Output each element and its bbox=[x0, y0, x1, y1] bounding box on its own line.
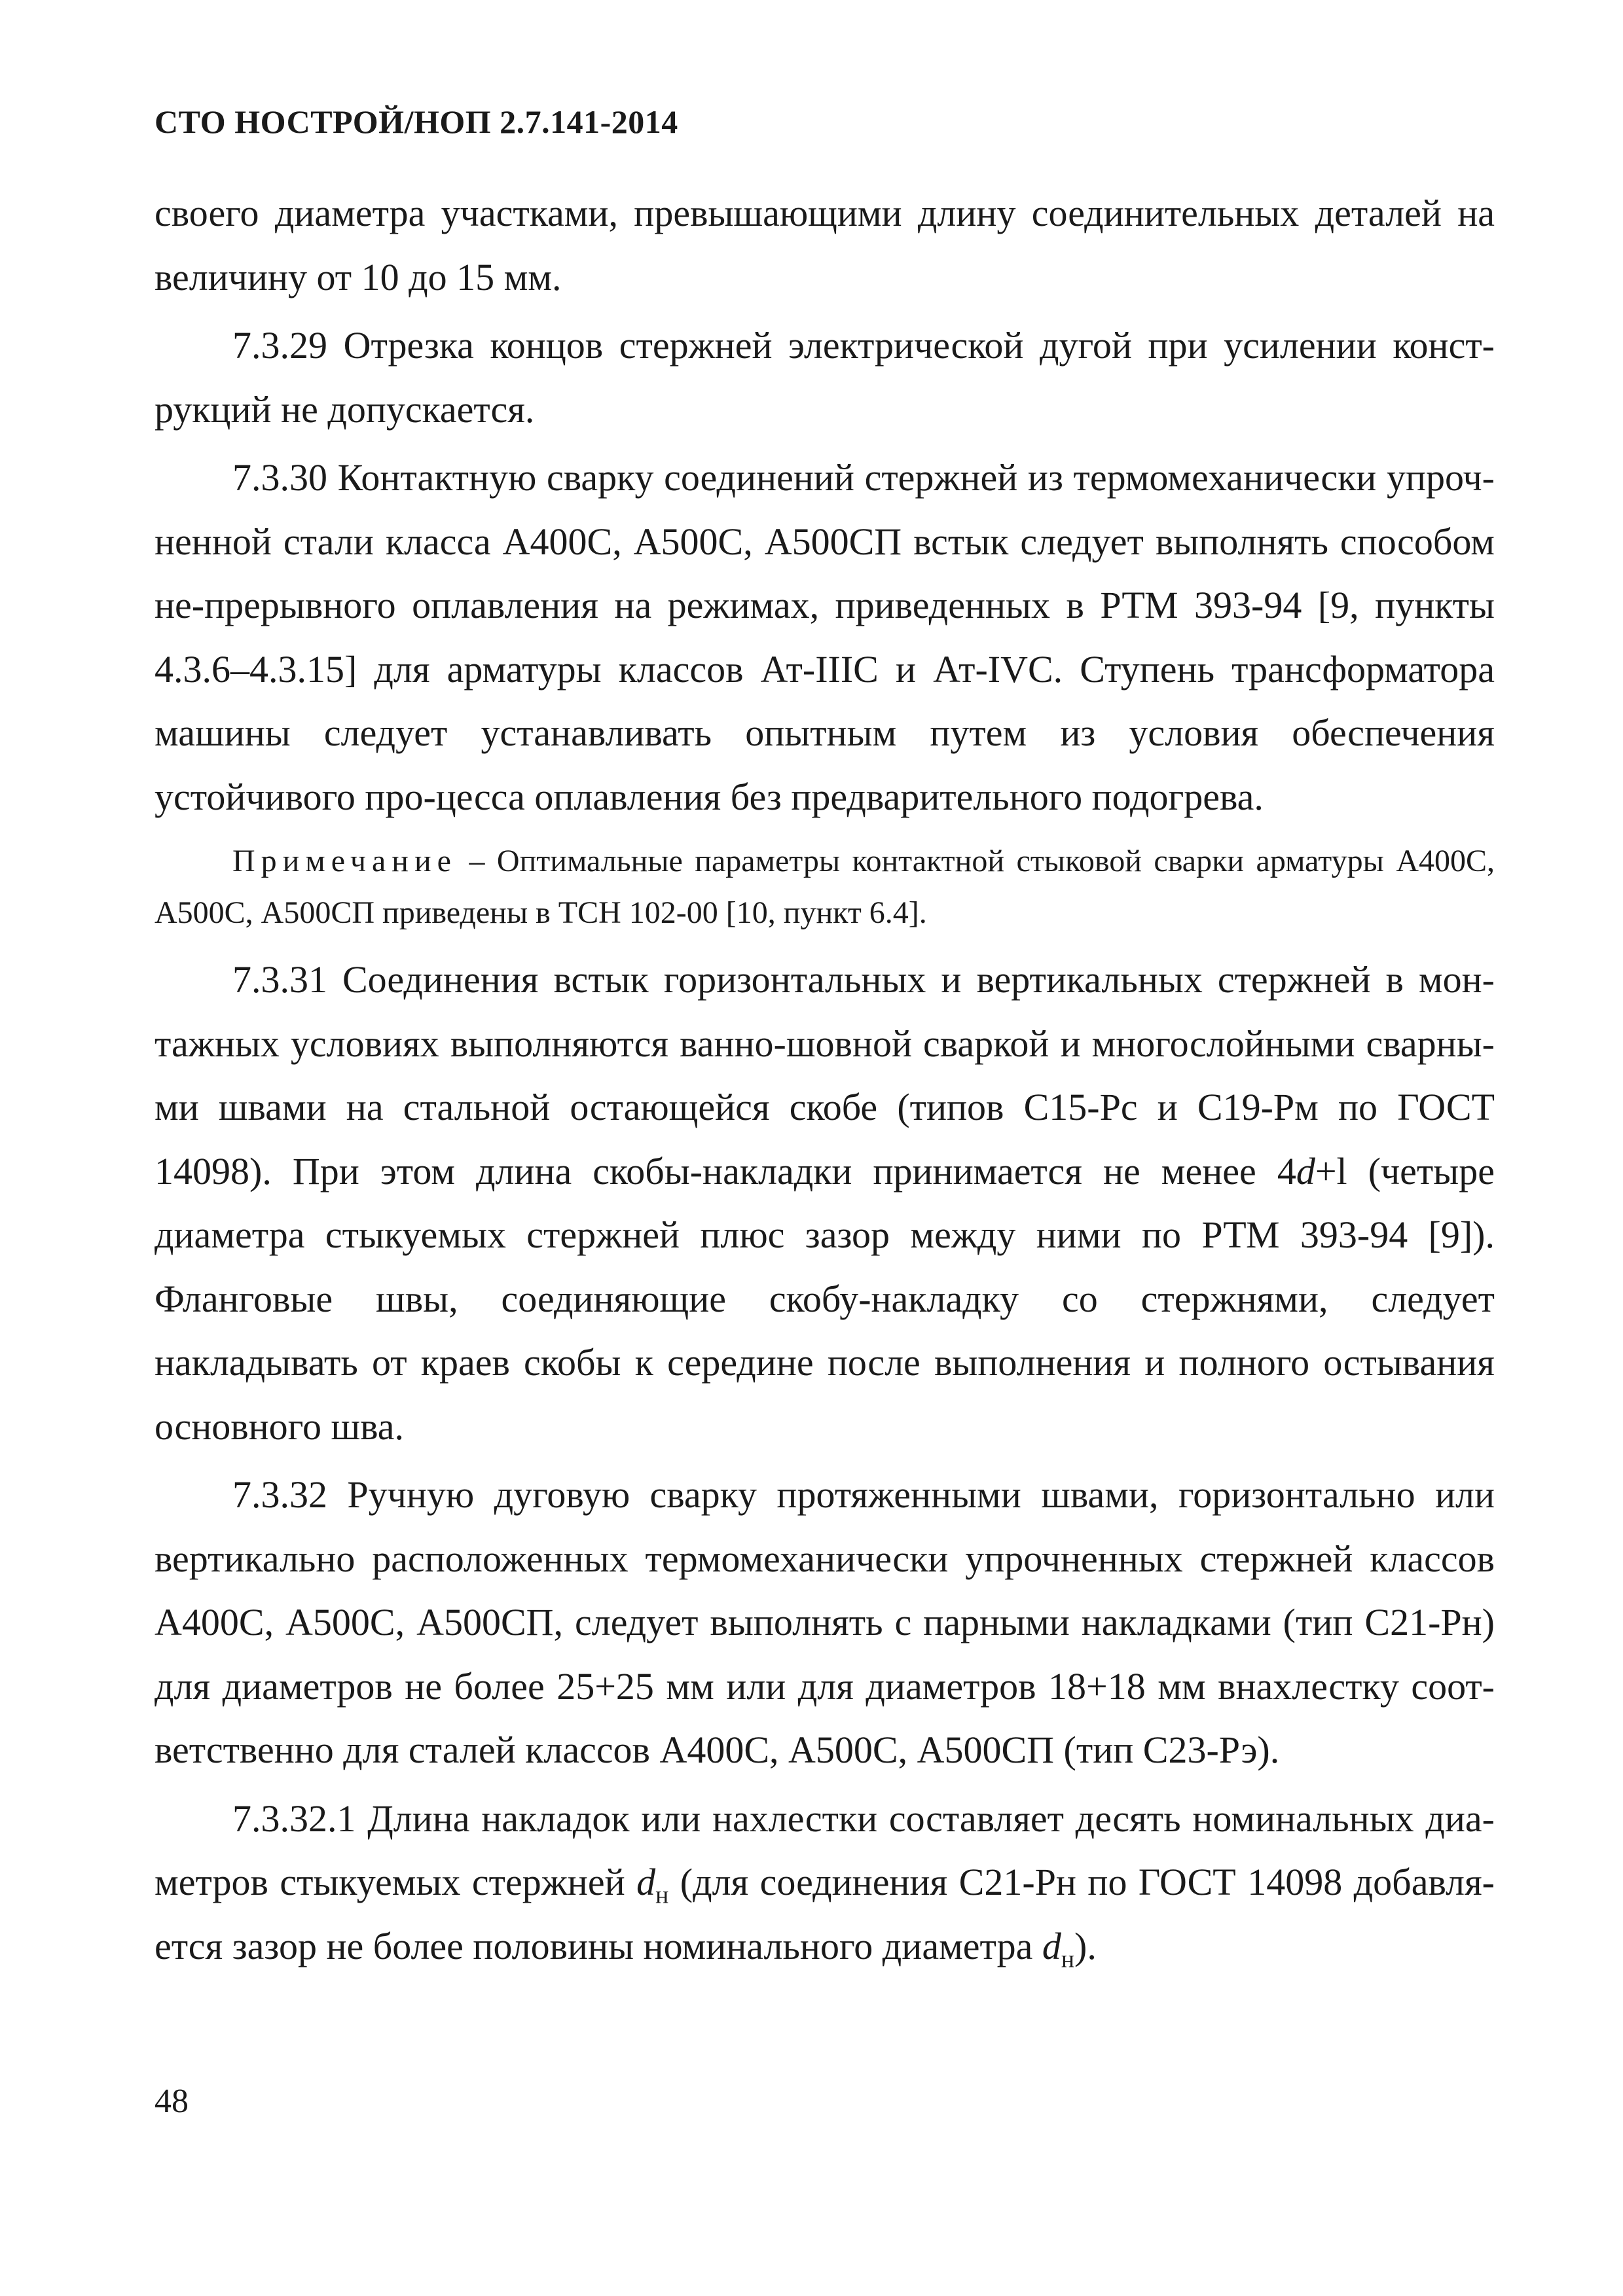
paragraph-7-3-32-1-text-c: ). bbox=[1074, 1924, 1097, 1967]
nominal-diameter-symbol: d bbox=[636, 1861, 656, 1903]
paragraph-7-3-31-text-b: +l (четыре диаметра стыкуемых стержней плюс зазор между ними по РТМ 393-94 [9]). Фланговые швы, соединяющие скобу-накладку со стержнями, следует накладывать от краев скобы к середине после выполнения и полного остывания основного шва. bbox=[155, 1149, 1495, 1448]
nominal-subscript: н bbox=[655, 1881, 669, 1909]
note-label: Примечание bbox=[232, 844, 457, 878]
nominal-subscript-2: н bbox=[1061, 1945, 1075, 1973]
paragraph-7-3-32: 7.3.32 Ручную дуговую сварку протяженными швами, горизонтально или вертикально расположенных термомеханически упрочненных стержней классов А400С, А500С, А500СП, следует выполнять с парными накладками (тип С21-Рн) для диаметров не более 25+25 мм или для диаметров 18+18 мм внахлестку соот-ветственно для сталей классов А400С, А500С, А500СП (тип С23-Рэ). bbox=[155, 1473, 1495, 1771]
paragraph-7-3-31-text-a: 7.3.31 Соединения встык горизонтальных и вертикальных стержней в мон-тажных условиях выполняются ванно-шовной сваркой и многослойными сварны-ми швами на стальной остающейся скобе (типов С15-Рс и С19-Рм по ГОСТ 14098). При этом длина скобы-накладки принимается не менее 4 bbox=[155, 958, 1495, 1193]
note-text: – Оптимальные параметры контактной стыковой сварки арматуры А400С, А500С, А500СП приведены в ТСН 102-00 [10, пункт 6.4]. bbox=[155, 844, 1495, 930]
paragraph-7-3-32-1 bbox=[155, 1787, 1495, 1979]
paragraph-continuation: своего диаметра участками, превышающими длину соединительных деталей на величину от 10 до 15 мм. bbox=[155, 192, 1495, 298]
paragraph-7-3-30: 7.3.30 Контактную сварку соединений стержней из термомеханически упроч-ненной стали класса А400С, А500С, А500СП встык следует выполнять способом не-прерывного оплавления на режимах, приведенных в РТМ 393-94 [9, пункты 4.3.6–4.3.15] для арматуры классов Ат-IIIС и Ат-IVС. Ступень трансформатора машины следует устанавливать опытным путем из условия обеспечения устойчивого про-цесса оплавления без предварительного подогрева. bbox=[155, 456, 1495, 818]
page-number: 48 bbox=[155, 2083, 189, 2120]
nominal-diameter-symbol-2: d bbox=[1042, 1924, 1061, 1967]
paragraph-7-3-29: 7.3.29 Отрезка концов стержней электрической дугой при усилении конст-рукций не допускается. bbox=[155, 324, 1495, 431]
note-paragraph bbox=[155, 835, 1495, 939]
paragraph-7-3-32-1-text-a: 7.3.32.1 Длина накладок или нахлестки составляет десять номинальных диа-метров стыкуемых стержней bbox=[155, 1797, 1495, 1903]
diameter-symbol: d bbox=[1296, 1149, 1315, 1193]
paragraph-7-3-31 bbox=[155, 948, 1495, 1458]
paragraph-7-3-32-1-text-b: (для соединения С21-Рн по ГОСТ 14098 добавля-ется зазор не более половины номинального диаметра bbox=[155, 1861, 1495, 1967]
document-body bbox=[155, 181, 1495, 1978]
document-header: СТО НОСТРОЙ/НОП 2.7.141-2014 bbox=[155, 103, 678, 140]
